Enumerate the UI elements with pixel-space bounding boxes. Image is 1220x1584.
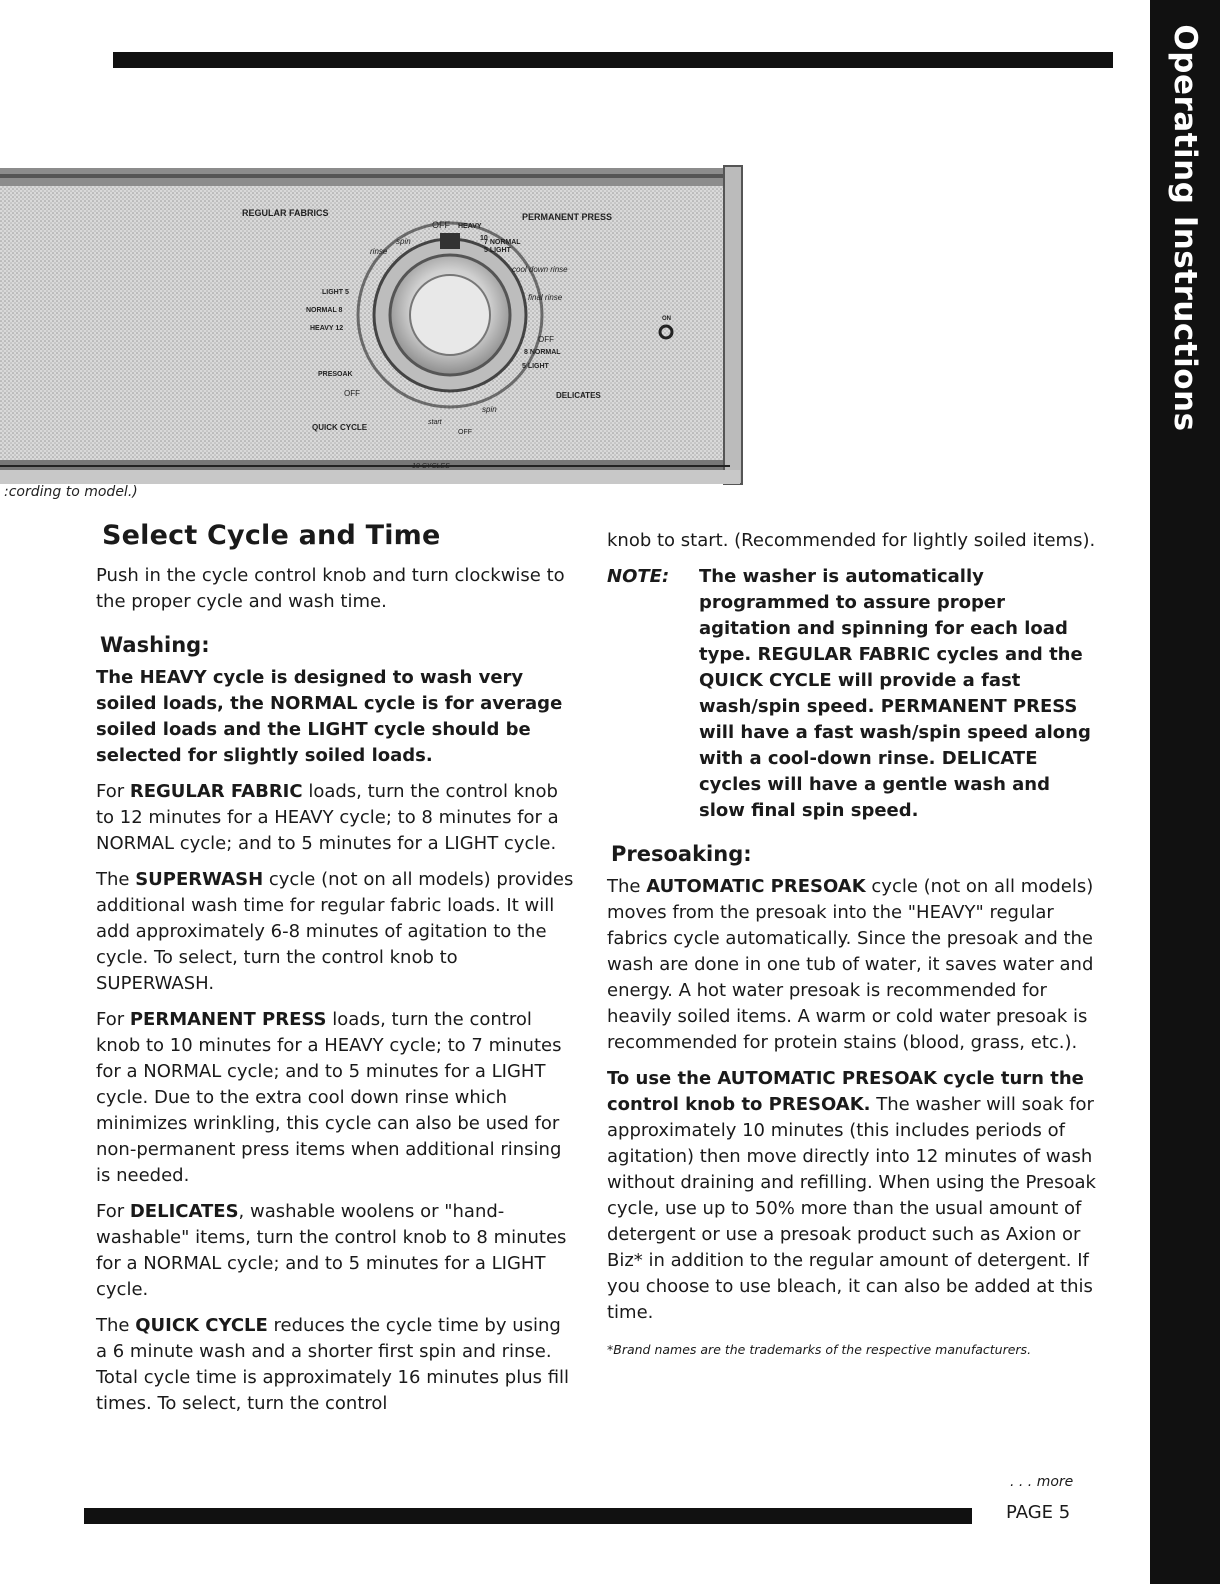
label-spin: spin xyxy=(396,237,411,246)
section-title: Select Cycle and Time xyxy=(102,520,441,551)
bottom-rule xyxy=(84,1508,972,1524)
label-rinse: rinse xyxy=(370,247,388,256)
label-quick-cycle: QUICK CYCLE xyxy=(312,423,368,432)
label-cool-down-rinse: cool down rinse xyxy=(512,265,568,274)
panel-caption: :cording to model.) xyxy=(4,484,138,500)
presoaking-heading: Presoaking: xyxy=(611,842,752,866)
delicates-paragraph: For DELICATES, washable woolens or "hand-washable" items, turn the control knob to 8 minutes for a NORMAL cycle; and to 5 minutes for a LIGHT cycle. xyxy=(96,1201,567,1300)
washing-summary: The HEAVY cycle is designed to wash very soiled loads, the NORMAL cycle is for average soiled loads and the LIGHT cycle should be selected for slightly soiled loads. xyxy=(96,667,563,766)
label-regular-fabrics: REGULAR FABRICS xyxy=(242,208,329,218)
page-number: PAGE 5 xyxy=(1006,1502,1071,1523)
knob-pointer xyxy=(440,233,460,249)
continued-paragraph: knob to start. (Recommended for lightly soiled items). xyxy=(607,530,1096,551)
side-tab-title: Operating Instructions xyxy=(1167,24,1203,432)
label-light-5-left: LIGHT 5 xyxy=(322,289,349,296)
label-delicates: DELICATES xyxy=(556,391,601,400)
right-column xyxy=(607,528,1097,1357)
label-start: start xyxy=(428,419,442,426)
label-heavy-12-left: HEAVY 12 xyxy=(310,325,344,332)
label-normal-7: 7 NORMAL xyxy=(484,239,521,246)
automatic-presoak-paragraph: The AUTOMATIC PRESOAK cycle (not on all models) moves from the presoak into the "HEAVY" regular fabrics cycle automatically. Since the presoak and the wash are done in one tub of water, it saves water and energy. A hot water presoak is recommended for heavily soiled items. A warm or cold water presoak is recommended for protein stains (blood, grass, etc.). xyxy=(607,876,1094,1053)
note-label: NOTE: xyxy=(607,566,670,587)
superwash-paragraph: The SUPERWASH cycle (not on all models) provides additional wash time for regular fabric loads. It will add approximately 6-8 minutes of agitation to the cycle. To select, turn the control knob to SUPERWASH. xyxy=(96,869,574,994)
regular-fabric-paragraph: For REGULAR FABRIC loads, turn the control knob to 12 minutes for a HEAVY cycle; to 8 minutes for a NORMAL cycle; and to 5 minutes for a LIGHT cycle. xyxy=(96,781,559,854)
label-10: 10 xyxy=(480,235,488,242)
label-off-left: OFF xyxy=(344,389,360,398)
label-off-right: OFF xyxy=(538,335,554,344)
trademark-footnote: *Brand names are the trademarks of the respective manufacturers. xyxy=(607,1342,1032,1357)
label-off-bottom: OFF xyxy=(458,429,472,436)
label-cycles: 10 CYCLES xyxy=(412,463,450,470)
label-permanent-press: PERMANENT PRESS xyxy=(522,212,613,222)
label-heavy-top: HEAVY xyxy=(458,223,482,230)
note-text: The washer is automatically programmed to assure proper agitation and spinning for each load type. REGULAR FABRIC cycles and the QUICK CYCLE will provide a fast wash/spin speed. PERMANENT PRESS will have a fast wash/spin speed along with a cool-down rinse. DELICATE cycles will have a gentle wash and slow final spin speed. xyxy=(699,566,1091,821)
label-light-5-right: 5 LIGHT xyxy=(522,363,549,370)
note-block xyxy=(607,564,1097,824)
label-spin-bottom: spin xyxy=(482,405,497,414)
more-indicator: . . . more xyxy=(1010,1474,1074,1490)
label-on: ON xyxy=(662,316,671,322)
permanent-press-paragraph: For PERMANENT PRESS loads, turn the control knob to 10 minutes for a HEAVY cycle; to 7 minutes for a NORMAL cycle; and to 5 minutes for a LIGHT cycle. Due to the extra cool down rinse which minimizes wrinkling, this cycle can also be used for non-permanent press items when additional rinsing is needed. xyxy=(96,1009,562,1186)
label-off-top: OFF xyxy=(432,220,450,230)
label-final-rinse: final rinse xyxy=(528,293,563,302)
label-normal-8-left: NORMAL 8 xyxy=(306,307,343,314)
intro-paragraph: Push in the cycle control knob and turn clockwise to the proper cycle and wash time. xyxy=(96,565,565,612)
label-presoak: PRESOAK xyxy=(318,371,353,378)
label-light-5: 5 LIGHT xyxy=(484,247,511,254)
label-normal-8-right: 8 NORMAL xyxy=(524,349,561,356)
use-presoak-paragraph: To use the AUTOMATIC PRESOAK cycle turn the control knob to PRESOAK. The washer will soak for approximately 10 minutes (this includes periods of agitation) then move directly into 12 minutes of wash without draining and refilling. When using the Presoak cycle, use up to 50% more than the usual amount of detergent or use a presoak product such as Axion or Biz* in addition to the regular amount of detergent. If you choose to use bleach, it can also be added at this time. xyxy=(607,1068,1096,1323)
quick-cycle-paragraph: The QUICK CYCLE reduces the cycle time by using a 6 minute wash and a shorter first spin and rinse. Total cycle time is approximately 16 minutes plus fill times. To select, turn the control xyxy=(96,1315,570,1414)
washing-heading: Washing: xyxy=(100,633,210,657)
top-rule xyxy=(113,52,1113,68)
left-column xyxy=(96,520,576,1427)
control-panel-illustration xyxy=(0,160,748,492)
